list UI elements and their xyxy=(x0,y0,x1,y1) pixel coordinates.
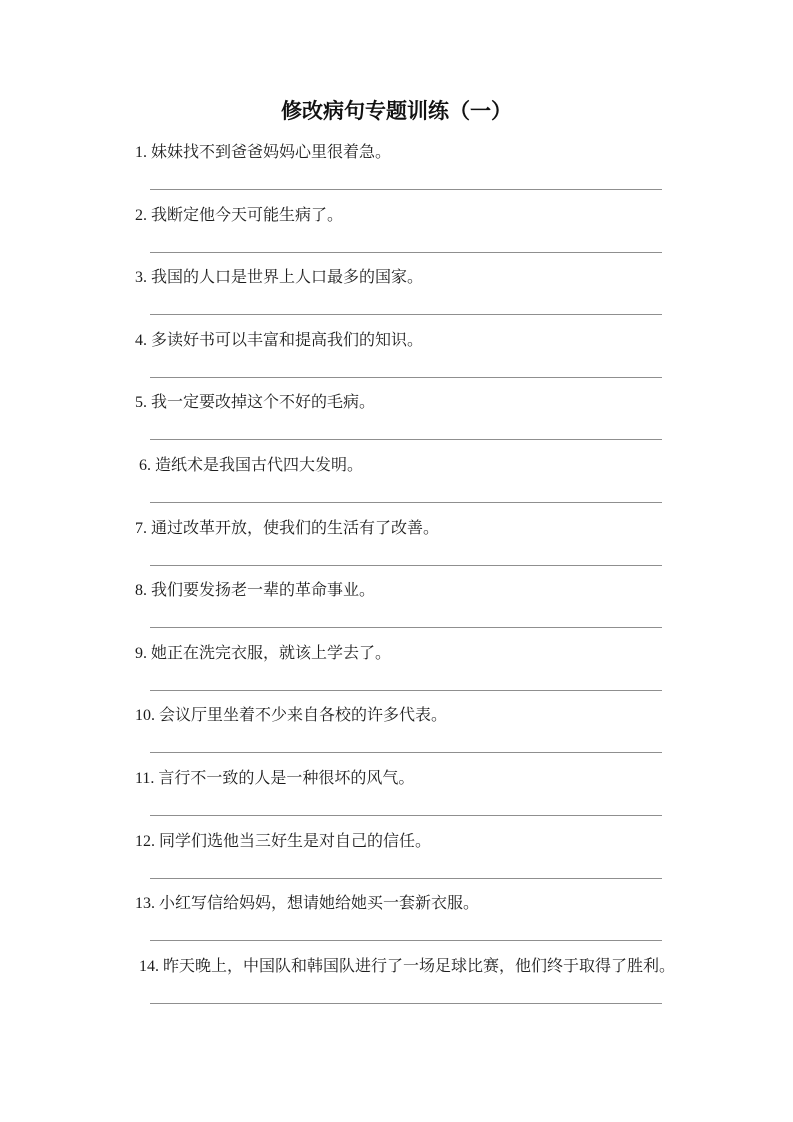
item-sentence: 我断定他今天可能生病了。 xyxy=(151,206,344,224)
item-sentence: 通过改革开放，使我们的生活有了改善。 xyxy=(151,519,440,537)
item-sentence: 她正在洗完衣服，就该上学去了。 xyxy=(151,644,392,662)
sentence-line xyxy=(135,393,680,413)
sentence-line xyxy=(135,519,680,539)
answer-blank-line xyxy=(150,752,662,753)
item-number: 12. xyxy=(135,832,159,850)
sentence-line xyxy=(135,644,680,664)
exercise-item-2 xyxy=(135,206,680,269)
sentence-line xyxy=(135,894,680,914)
exercise-item-11 xyxy=(135,769,680,832)
answer-blank-line xyxy=(150,502,662,503)
item-number: 6. xyxy=(135,456,155,474)
item-sentence: 言行不一致的人是一种很坏的风气。 xyxy=(158,769,415,787)
exercise-item-14 xyxy=(135,957,680,1020)
exercise-item-4 xyxy=(135,331,680,394)
answer-blank-line xyxy=(150,690,662,691)
item-sentence: 昨天晚上，中国队和韩国队进行了一场足球比赛，他们终于取得了胜利。 xyxy=(163,957,676,975)
sentence-line xyxy=(135,143,680,163)
item-sentence: 我一定要改掉这个不好的毛病。 xyxy=(151,394,376,412)
item-number: 3. xyxy=(135,269,151,287)
item-sentence: 会议厅里坐着不少来自各校的许多代表。 xyxy=(159,707,448,725)
exercise-item-1 xyxy=(135,143,680,206)
answer-blank-line xyxy=(150,252,662,253)
item-number: 2. xyxy=(135,206,151,224)
answer-blank-line xyxy=(150,878,662,879)
item-sentence: 小红写信给妈妈，想请她给她买一套新衣服。 xyxy=(159,895,480,913)
item-number: 5. xyxy=(135,394,151,412)
exercise-item-6 xyxy=(135,456,680,519)
item-number: 8. xyxy=(135,582,151,600)
sentence-line xyxy=(135,206,680,226)
answer-blank-line xyxy=(150,314,662,315)
exercise-item-9 xyxy=(135,644,680,707)
exercise-item-8 xyxy=(135,581,680,644)
answer-blank-line xyxy=(150,1003,662,1004)
sentence-line xyxy=(135,456,680,476)
item-number: 14. xyxy=(135,957,163,975)
sentence-line xyxy=(135,957,680,977)
item-sentence: 妹妹找不到爸爸妈妈心里很着急。 xyxy=(151,144,392,161)
answer-blank-line xyxy=(150,189,662,190)
item-number: 9. xyxy=(135,644,151,662)
sentence-line xyxy=(135,706,680,726)
sentence-line xyxy=(135,832,680,852)
item-number: 4. xyxy=(135,331,151,349)
exercise-list xyxy=(135,143,680,1019)
item-number: 10. xyxy=(135,707,159,725)
item-number: 1. xyxy=(135,144,151,161)
sentence-line xyxy=(135,769,680,789)
exercise-item-12 xyxy=(135,832,680,895)
item-sentence: 多读好书可以丰富和提高我们的知识。 xyxy=(151,331,424,349)
exercise-item-7 xyxy=(135,519,680,582)
exercise-item-3 xyxy=(135,268,680,331)
answer-blank-line xyxy=(150,815,662,816)
sentence-line xyxy=(135,268,680,288)
answer-blank-line xyxy=(150,940,662,941)
item-sentence: 我国的人口是世界上人口最多的国家。 xyxy=(151,269,424,287)
answer-blank-line xyxy=(150,627,662,628)
sentence-line xyxy=(135,331,680,351)
exercise-item-5 xyxy=(135,393,680,456)
answer-blank-line xyxy=(150,439,662,440)
sentence-line xyxy=(135,581,680,601)
page-title: 修改病句专题训练（一） xyxy=(281,100,512,123)
item-number: 11. xyxy=(135,769,159,787)
answer-blank-line xyxy=(150,377,662,378)
exercise-item-13 xyxy=(135,894,680,957)
item-sentence: 同学们选他当三好生是对自己的信任。 xyxy=(159,832,432,850)
item-sentence: 我们要发扬老一辈的革命事业。 xyxy=(151,582,376,600)
exercise-item-10 xyxy=(135,706,680,769)
item-number: 7. xyxy=(135,519,151,537)
item-number: 13. xyxy=(135,895,159,913)
answer-blank-line xyxy=(150,565,662,566)
item-sentence: 造纸术是我国古代四大发明。 xyxy=(155,456,364,474)
